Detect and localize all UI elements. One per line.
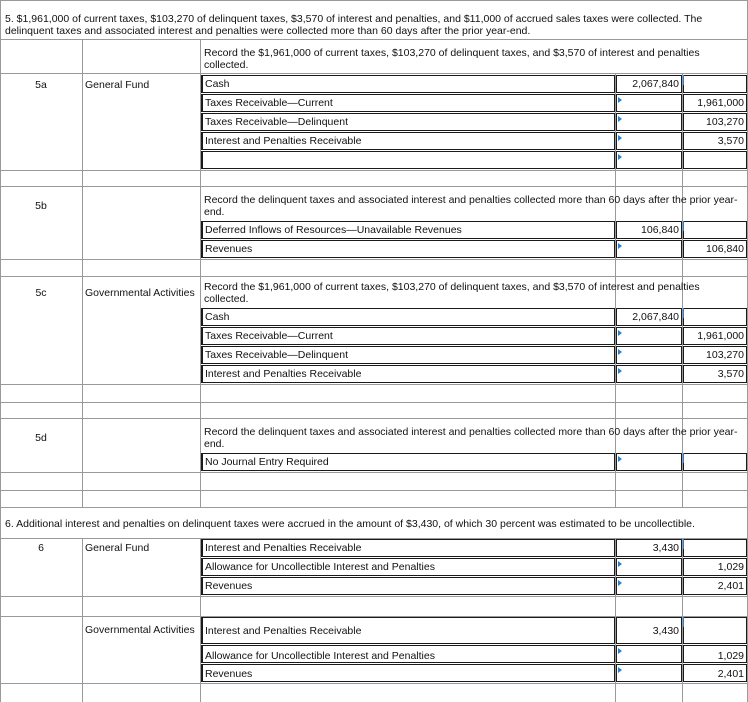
entry-6-ga-line1-account[interactable]: Interest and Penalties Receivable [201,617,615,644]
entry-5a-line3-account[interactable]: Taxes Receivable—Delinquent [201,113,615,131]
entry-6-gf-line2-debit[interactable] [616,558,682,576]
entry-5c-line3-account[interactable]: Taxes Receivable—Delinquent [201,346,615,364]
entry-5a-line4-debit[interactable] [616,132,682,150]
entry-5c-line2-credit[interactable]: 1,961,000 [683,327,747,345]
entry-6-gf-line2-account[interactable]: Allowance for Uncollectible Interest and Penalties [201,558,615,576]
entry-5a-description: Record the $1,961,000 of current taxes, $103,270 of delinquent taxes, and $3,570 of interest and penalties collected. [204,47,700,71]
entry-5c-line1-credit[interactable] [683,308,747,326]
entry-5c-line3-debit[interactable] [616,346,682,364]
entry-5a-line2-credit[interactable]: 1,961,000 [683,94,747,112]
entry-6-gf-line3-debit[interactable] [616,577,682,595]
entry-6-ref: 6 [38,542,44,554]
entry-5a-line5-credit[interactable] [683,151,747,169]
entry-5c-line4-credit[interactable]: 3,570 [683,365,747,383]
entry-5a-line5-debit[interactable] [616,151,682,169]
entry-5b-line1-account[interactable]: Deferred Inflows of Resources—Unavailable Revenues [201,221,615,239]
entry-5c-line4-debit[interactable] [616,365,682,383]
entry-5a-line2-debit[interactable] [616,94,682,112]
entry-6-gf-line1-debit[interactable]: 3,430 [616,539,682,557]
entry-6-gf-fund: General Fund [85,542,150,554]
entry-5c-line1-account[interactable]: Cash [201,308,615,326]
entry-5b-line1-debit[interactable]: 106,840 [616,221,682,239]
entry-5a-line3-credit[interactable]: 103,270 [683,113,747,131]
entry-5a-line4-account[interactable]: Interest and Penalties Receivable [201,132,615,150]
entry-5c-line2-account[interactable]: Taxes Receivable—Current [201,327,615,345]
entry-6-ga-line1-credit[interactable] [683,617,747,644]
problem-6-statement: 6. Additional interest and penalties on delinquent taxes were accrued in the amount of $3,430, of which 30 percent was estimated to be uncollectible. [5,518,695,530]
entry-6-ga-line2-account[interactable]: Allowance for Uncollectible Interest and Penalties [201,645,615,663]
entry-5b-line2-account[interactable]: Revenues [201,240,615,258]
entry-5c-line1-debit[interactable]: 2,067,840 [616,308,682,326]
entry-5d-line1-debit[interactable] [616,453,682,471]
entry-5b-line2-credit[interactable]: 106,840 [683,240,747,258]
entry-6-ga-fund: Governmental Activities [85,624,195,636]
entry-5c-line2-debit[interactable] [616,327,682,345]
entry-6-ga-line2-credit[interactable]: 1,029 [683,645,747,663]
entry-5a-line1-credit[interactable] [683,75,747,93]
entry-5d-line1-credit[interactable] [683,453,747,471]
entry-5a-line3-debit[interactable] [616,113,682,131]
entry-6-ga-line3-debit[interactable] [616,664,682,682]
entry-5a-line2-account[interactable]: Taxes Receivable—Current [201,94,615,112]
entry-6-gf-line2-credit[interactable]: 1,029 [683,558,747,576]
entry-5b-description: Record the delinquent taxes and associated interest and penalties collected more than 60 days after the prior year-end. [204,194,738,218]
entry-5c-line4-account[interactable]: Interest and Penalties Receivable [201,365,615,383]
entry-5a-line5-account[interactable] [201,151,615,169]
entry-5d-line1-account[interactable]: No Journal Entry Required [201,453,615,471]
entry-5a-fund: General Fund [85,79,150,91]
entry-6-gf-line3-credit[interactable]: 2,401 [683,577,747,595]
entry-5b-ref: 5b [35,200,47,212]
entry-6-ga-line3-credit[interactable]: 2,401 [683,664,747,682]
entry-5c-line3-credit[interactable]: 103,270 [683,346,747,364]
entry-5d-description: Record the delinquent taxes and associated interest and penalties collected more than 60 days after the prior year-end. [204,426,738,450]
entry-5b-line1-credit[interactable] [683,221,747,239]
entry-6-gf-line1-account[interactable]: Interest and Penalties Receivable [201,539,615,557]
entry-5a-line1-debit[interactable]: 2,067,840 [616,75,682,93]
entry-5a-line1-account[interactable]: Cash [201,75,615,93]
entry-5c-ref: 5c [35,287,47,299]
entry-5c-description: Record the $1,961,000 of current taxes, $103,270 of delinquent taxes, and $3,570 of interest and penalties collected. [204,281,700,305]
entry-5b-line2-debit[interactable] [616,240,682,258]
entry-6-ga-line1-debit[interactable]: 3,430 [616,617,682,644]
entry-6-gf-line3-account[interactable]: Revenues [201,577,615,595]
problem-5-statement: 5. $1,961,000 of current taxes, $103,270 of delinquent taxes, $3,570 of interest and penalties, and $11,000 of accrued sales taxes were collected. The delinquent taxes and associated interest and penalties were collected more than 60 days after the prior year-end. [5,13,703,37]
entry-5a-ref: 5a [35,79,47,91]
entry-5a-line4-credit[interactable]: 3,570 [683,132,747,150]
entry-6-gf-line1-credit[interactable] [683,539,747,557]
entry-5c-fund: Governmental Activities [85,287,195,299]
entry-6-ga-line2-debit[interactable] [616,645,682,663]
entry-5d-ref: 5d [35,432,47,444]
entry-6-ga-line3-account[interactable]: Revenues [201,664,615,682]
